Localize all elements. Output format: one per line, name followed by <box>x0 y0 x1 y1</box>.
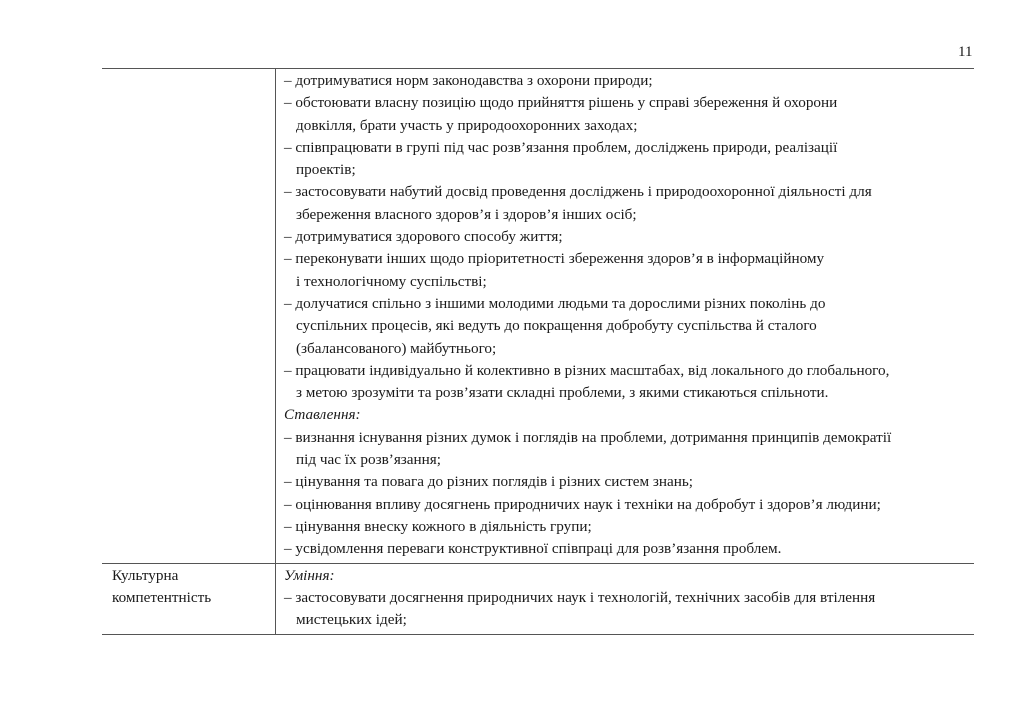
page-number: 11 <box>958 44 973 60</box>
list-item: – дотримуватися здорового способу життя; <box>284 228 563 246</box>
list-item-continuation: суспільних процесів, які ведуть до покращення добробуту суспільства й сталого <box>296 317 817 335</box>
competency-description-cell <box>276 69 975 564</box>
list-item: – застосовувати набутий досвід проведення досліджень і природоохоронної діяльності для <box>284 183 872 201</box>
section-heading-attitudes: Ставлення: <box>284 406 361 424</box>
competency-name-cell <box>102 69 276 564</box>
competency-name-cell <box>102 563 276 635</box>
competency-name-line: компетентність <box>112 588 212 606</box>
section-heading-skills: Уміння: <box>284 566 335 584</box>
list-item: – дотримуватися норм законодавства з охорони природи; <box>284 72 653 89</box>
list-item: – визнання існування різних думок і поглядів на проблеми, дотримання принципів демократії <box>284 428 892 446</box>
list-item: – співпрацювати в групі під час розв’язання проблем, досліджень природи, реалізації <box>284 138 838 156</box>
list-item: – усвідомлення переваги конструктивної співпраці для розв’язання проблем. <box>284 540 782 558</box>
competency-table <box>102 68 974 635</box>
list-item-continuation: під час їх розв’язання; <box>296 451 442 469</box>
list-item-continuation: проектів; <box>296 161 356 179</box>
list-item: – переконувати інших щодо пріоритетності збереження здоров’я в інформаційному <box>284 250 825 268</box>
competency-name <box>102 69 275 70</box>
table-row <box>102 563 974 635</box>
list-item-continuation: мистецьких ідей; <box>296 611 407 629</box>
list-item: – оцінювання впливу досягнень природничих наук і техніки на добробут і здоров’я людини; <box>284 495 881 513</box>
list-item: – долучатися спільно з іншими молодими людьми та дорослими різних поколінь до <box>284 294 826 312</box>
list-item: – цінування внеску кожного в діяльність групи; <box>284 517 592 535</box>
competency-name <box>102 564 275 610</box>
list-item: – застосовувати досягнення природничих наук і технологій, технічних засобів для втілення <box>284 588 876 606</box>
list-item-continuation: збереження власного здоров’я і здоров’я інших осіб; <box>296 205 637 223</box>
list-item-continuation: (збалансованого) майбутнього; <box>296 339 497 357</box>
table-row <box>102 69 974 564</box>
list-item-continuation: і технологічному суспільстві; <box>296 272 487 290</box>
competency-name-line: Культурна <box>112 566 179 584</box>
list-item-continuation: з метою зрозуміти та розв’язати складні проблеми, з якими стикаються спільноти. <box>296 384 829 402</box>
list-item-continuation: довкілля, брати участь у природоохоронних заходах; <box>296 116 638 134</box>
list-item: – обстоювати власну позицію щодо прийняття рішень у справі збереження й охорони <box>284 94 838 112</box>
competency-description-cell <box>276 563 975 635</box>
list-item: – працювати індивідуально й колективно в різних масштабах, від локального до глобального, <box>284 361 890 379</box>
list-item: – цінування та повага до різних поглядів і різних систем знань; <box>284 473 694 491</box>
